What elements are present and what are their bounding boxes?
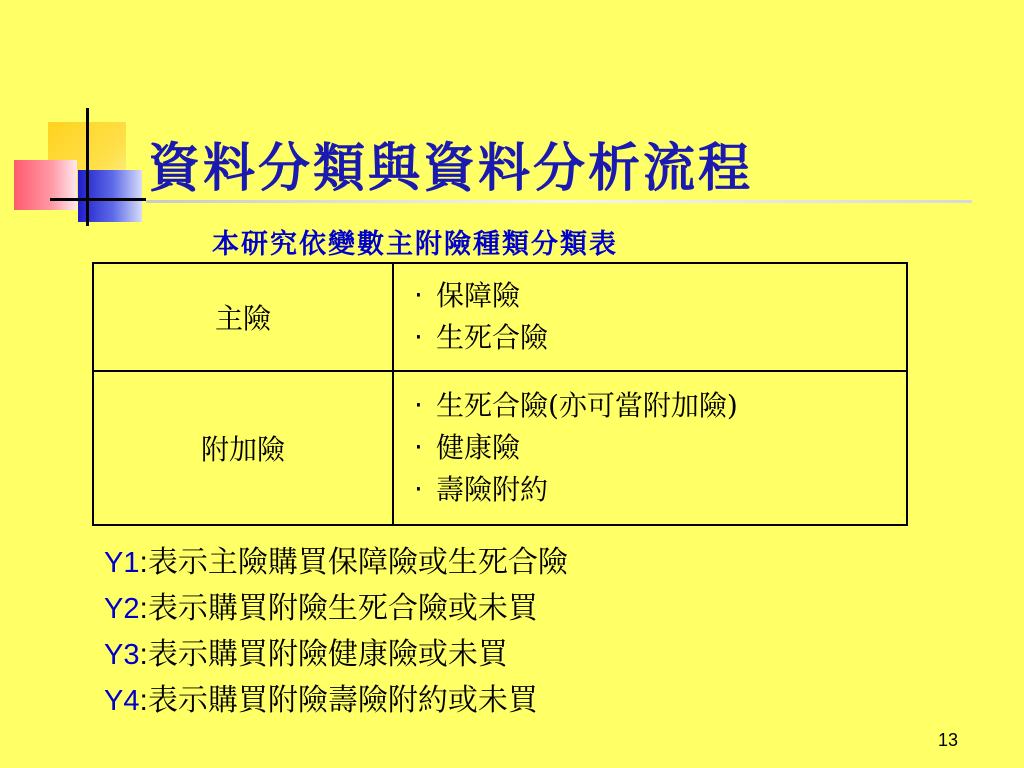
item-text: 壽險附約 <box>436 473 549 506</box>
definition-text: 表示購買附險生死合險或未買 <box>147 591 538 626</box>
definition-y4: Y4:表示購買附險壽險附約或未買 <box>104 683 538 718</box>
list-item <box>414 427 905 469</box>
decorative-red-square <box>14 160 77 210</box>
decorative-vertical-line <box>86 108 89 226</box>
definition-text: 表示主險購買保障險或生死合險 <box>147 545 568 580</box>
bullet-icon: ‧ <box>414 473 423 506</box>
list-item <box>414 275 905 317</box>
item-text: 健康險 <box>436 431 521 464</box>
variable-code: Y3 <box>104 639 140 671</box>
table-row <box>93 371 907 525</box>
table-row <box>93 263 907 371</box>
item-text: 生死合險(亦可當附加險) <box>436 389 738 422</box>
category-cell: 主險 <box>93 263 393 371</box>
decorative-horizontal-line <box>50 198 146 201</box>
definition-y3: Y3:表示購買附險健康險或未買 <box>104 637 508 672</box>
bullet-icon: ‧ <box>414 279 423 312</box>
variable-code: Y4 <box>104 685 140 717</box>
definition-text: 表示購買附險壽險附約或未買 <box>147 683 538 718</box>
category-cell: 附加險 <box>93 371 393 525</box>
items-cell <box>393 371 907 525</box>
bullet-icon: ‧ <box>414 321 423 354</box>
insurance-classification-table <box>92 262 908 526</box>
bullet-icon: ‧ <box>414 431 423 464</box>
variable-code: Y2 <box>104 593 140 625</box>
list-item <box>414 317 905 359</box>
table-caption: 本研究依變數主附險種類分類表 <box>212 229 618 260</box>
page-number: 13 <box>938 730 959 750</box>
definition-text: 表示購買附險健康險或未買 <box>147 637 508 672</box>
items-cell <box>393 263 907 371</box>
definition-y1: Y1:表示主險購買保障險或生死合險 <box>104 545 568 580</box>
slide-title: 資料分類與資料分析流程 <box>148 138 754 199</box>
item-text: 生死合險 <box>436 321 549 354</box>
list-item <box>414 469 905 511</box>
bullet-icon: ‧ <box>414 389 423 422</box>
variable-code: Y1 <box>104 547 140 579</box>
variable-definitions <box>104 540 568 724</box>
item-text: 保障險 <box>436 279 521 312</box>
definition-y2: Y2:表示購買附險生死合險或未買 <box>104 591 538 626</box>
list-item <box>414 385 905 427</box>
